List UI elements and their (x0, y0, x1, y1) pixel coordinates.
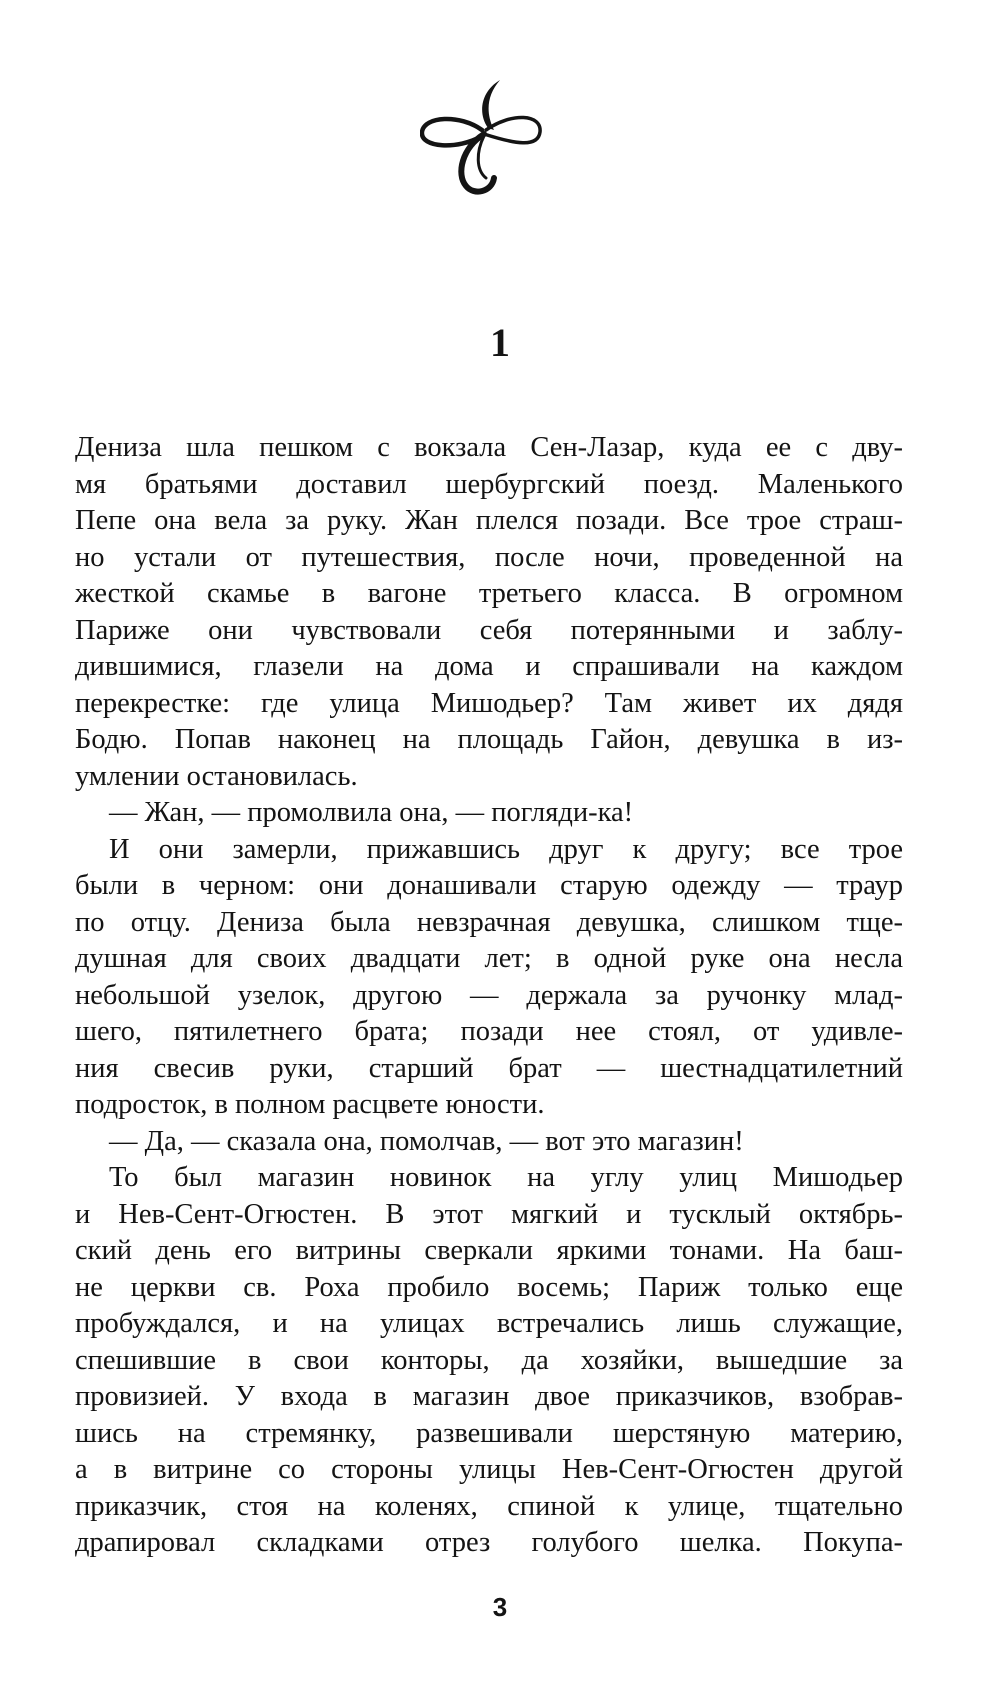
text-line: душная для своих двадцати лет; в одной руке она несла (75, 943, 903, 974)
text-line: не церкви св. Роха пробило восемь; Париж только еще (75, 1271, 903, 1303)
flourish-ornament-icon (420, 78, 570, 208)
text-line: спешившие в свои конторы, да хозяйки, вышедшие за (75, 1344, 903, 1376)
text-line: пробуждался, и на улицах встречались лишь служащие, (75, 1308, 903, 1339)
text-line: Париже они чувствовали себя потерянными и заблу- (75, 614, 903, 646)
text-line: То был магазин новинок на углу улиц Мишодьер (109, 1162, 903, 1193)
text-line: — Да, — сказала она, помолчав, — вот это магазин! (109, 1125, 744, 1157)
text-line: перекрестке: где улица Мишодьер? Там живет их дядя (75, 687, 903, 719)
text-line: провизией. У входа в магазин двое приказчиков, взобрав- (75, 1381, 903, 1412)
chapter-number: 1 (490, 320, 510, 365)
text-line: жесткой скамье в вагоне третьего класса. В огромном (75, 578, 903, 609)
text-line: по отцу. Дениза была невзрачная девушка, слишком тще- (75, 906, 903, 938)
text-line: Бодю. Попав наконец на площадь Гайон, девушка в из- (75, 724, 903, 755)
text-line: мя братьями доставил шербургский поезд. Маленького (75, 468, 903, 500)
text-line: умлении остановилась. (75, 760, 358, 792)
page-number: 3 (492, 1592, 508, 1622)
text-line: небольшой узелок, другою — держала за ручонку млад- (75, 979, 903, 1011)
text-line: — Жан, — промолвила она, — погляди-ка! (109, 797, 634, 828)
text-line: и Нев-Сент-Огюстен. В этот мягкий и тусклый октябрь- (75, 1198, 903, 1230)
text-line: драпировал складками отрез голубого шелка. Покупа- (75, 1527, 903, 1558)
text-line: приказчик, стоя на коленях, спиной к улице, тщательно (75, 1490, 903, 1522)
text-line: шего, пятилетнего брата; позади нее стоял, от удивле- (75, 1016, 903, 1047)
text-line: шись на стремянку, развешивали шерстяную материю, (75, 1417, 903, 1449)
text-line: дившимися, глазели на дома и спрашивали на каждом (75, 651, 903, 682)
text-line: Дениза шла пешком с вокзала Сен-Лазар, куда ее с дву- (75, 432, 903, 463)
text-line: были в черном: они донашивали старую одежду — траур (75, 870, 903, 901)
text-line: И они замерли, прижавшись друг к другу; все трое (109, 833, 903, 865)
text-line: подросток, в полном расцвете юности. (75, 1089, 545, 1120)
chapter-text (75, 430, 903, 1562)
text-line: а в витрине со стороны улицы Нев-Сент-Огюстен другой (75, 1454, 903, 1485)
text-line: ский день его витрины сверкали яркими тонами. На баш- (75, 1235, 903, 1266)
text-line: но устали от путешествия, после ночи, проведенной на (75, 541, 903, 573)
text-line: Пепе она вела за руку. Жан плелся позади. Все трое страш- (75, 505, 903, 536)
text-line: ния свесив руки, старший брат — шестнадцатилетний (75, 1052, 903, 1084)
